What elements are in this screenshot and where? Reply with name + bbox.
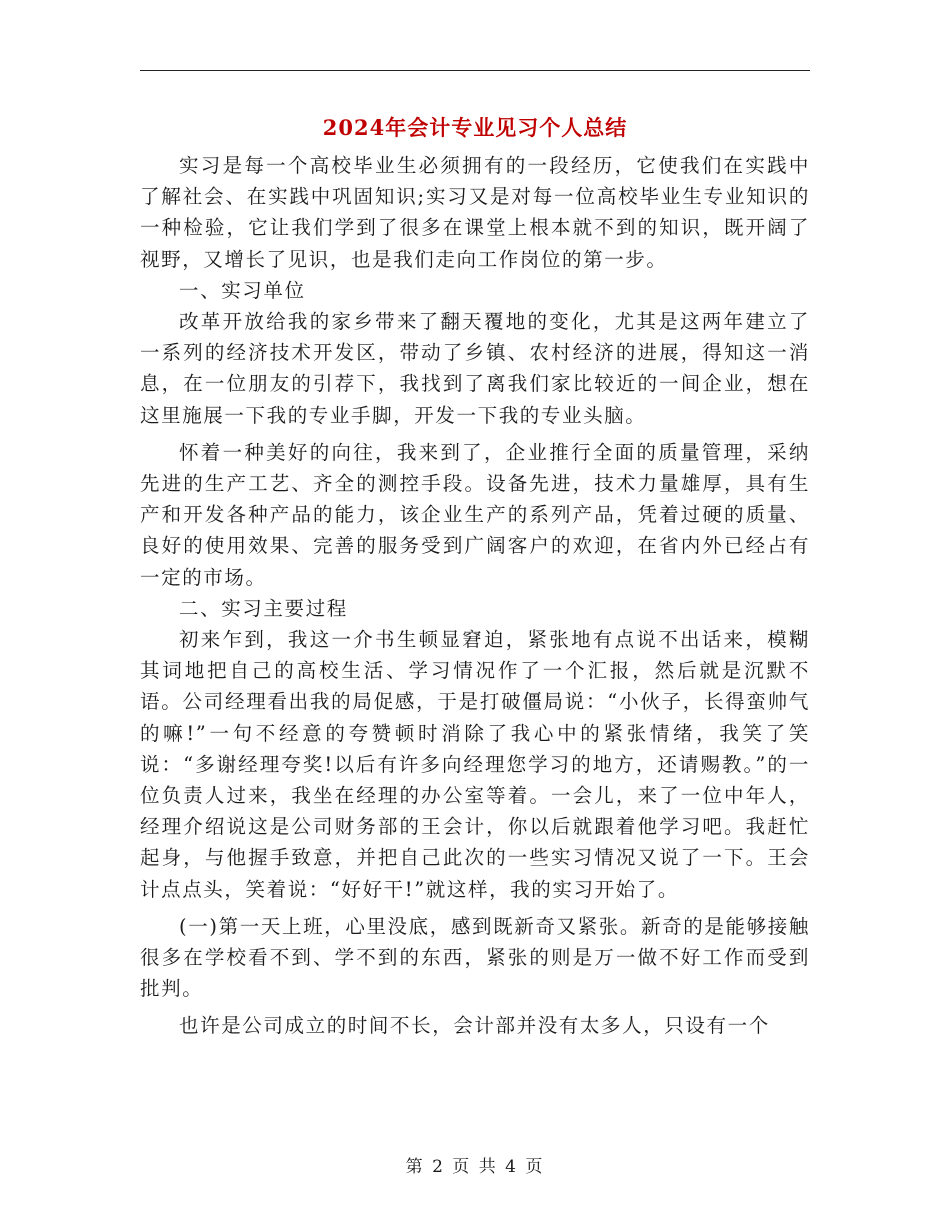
paragraph-accounting-dept: 也许是公司成立的时间不长，会计部并没有太多人，只设有一个 [179,1014,770,1038]
header-rule [140,70,810,71]
paragraph-intro: 实习是每一个高校毕业生必须拥有的一段经历，它使我们在实践中了解社会、在实践中巩固知识;实习又是对每一位高校毕业生专业知识的一种检验，它让我们学到了很多在课堂上根本就不到的知识，既开阔了视野，又增长了见识，也是我们走向工作岗位的第一步。 [140,154,810,271]
paragraph-hometown: 改革开放给我的家乡带来了翻天覆地的变化，尤其是这两年建立了一系列的经济技术开发区，带动了乡镇、农村经济的进展，得知这一消息，在一位朋友的引荐下，我找到了离我们家比较近的一间企业，想在这里施展一下我的专业手脚，开发一下我的专业头脑。 [140,310,810,427]
document-body [140,150,810,1042]
paragraph-first-day: (一)第一天上班，心里没底，感到既新奇又紧张。新奇的是能够接触很多在学校看不到、学不到的东西，紧张的则是万一做不好工作而受到批判。 [140,914,810,1001]
document-title: 2024年会计专业见习个人总结 [322,115,628,140]
paragraph-company: 怀着一种美好的向往，我来到了，企业推行全面的质量管理，采纳先进的生产工艺、齐全的测控手段。设备先进，技术力量雄厚，具有生产和开发各种产品的能力，该企业生产的系列产品，凭着过硬的质量、良好的使用效果、完善的服务受到广阔客户的欢迎，在省内外已经占有一定的市场。 [140,440,810,589]
section-heading-internship-process: 二、实习主要过程 [179,596,348,620]
paragraph-arrival: 初来乍到，我这一介书生顿显窘迫，紧张地有点说不出话来，模糊其词地把自己的高校生活、学习情况作了一个汇报，然后就是沉默不语。公司经理看出我的局促感，于是打破僵局说：“小伙子，长得蛮帅气的嘛!”一句不经意的夸赞顿时消除了我心中的紧张情绪，我笑了笑说：“多谢经理夸奖!以后有许多向经理您学习的地方，还请赐教。”的一位负责人过来，我坐在经理的办公室等着。一会儿，来了一位中年人，经理介绍说这是公司财务部的王会计，你以后就跟着他学习吧。我赶忙起身，与他握手致意，并把自己此次的一些实习情况又说了一下。王会计点点头，笑着说：“好好干!”就这样，我的实习开始了。 [140,628,810,901]
page-footer: 第 2 页 共 4 页 [405,1157,545,1177]
section-heading-internship-unit: 一、实习单位 [179,278,306,302]
